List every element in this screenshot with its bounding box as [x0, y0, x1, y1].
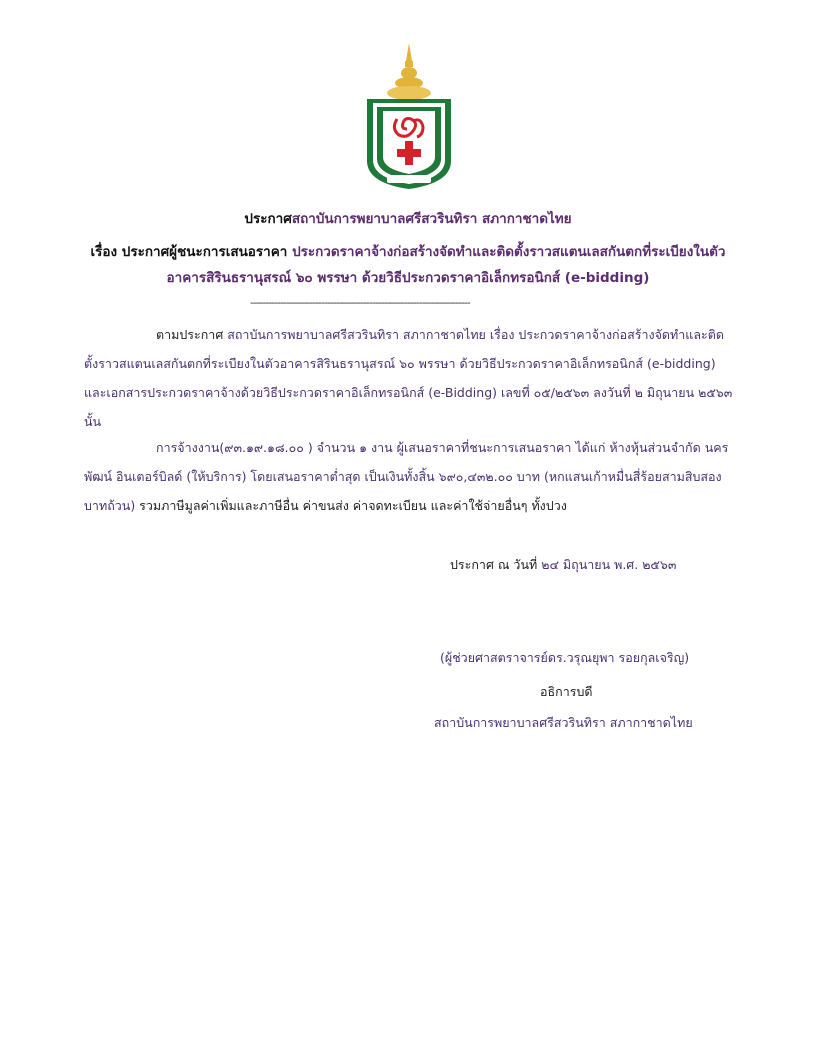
body-paragraph-2: [84, 433, 734, 520]
signatory-organization: สถาบันการพยาบาลศรีสวรินทิรา สภากาชาดไทย: [434, 715, 693, 730]
para2-tax-note: รวมภาษีมูลค่าเพิ่มและภาษีอื่น ค่าขนส่ง ค่าจดทะเบียน และค่าใช้จ่ายอื่นๆ ทั้งปวง: [135, 498, 567, 513]
para1-lead: ตามประกาศ: [156, 327, 224, 342]
heading-prefix: ประกาศ: [244, 211, 292, 227]
subject-title-continued: อาคารสิรินธรานุสรณ์ ๖๐ พรรษา ด้วยวิธีประกวดราคาอิเล็กทรอนิกส์ (e-bidding): [166, 270, 650, 286]
subject-title: ประกวดราคาจ้างก่อสร้างจัดทำและติดตั้งราวสแตนเลสกันตกที่ระเบียงในตัว: [292, 244, 726, 260]
date-value: ๒๔ มิถุนายน พ.ศ. ๒๕๖๓: [537, 557, 677, 572]
heading-organization: สถาบันการพยาบาลศรีสวรินทิรา สภากาชาดไทย: [291, 211, 572, 227]
subject-prefix: เรื่อง ประกาศผู้ชนะการเสนอราคา: [90, 244, 288, 260]
para1-text: สถาบันการพยาบาลศรีสวรินทิรา สภากาชาดไทย เรื่อง ประกวดราคาจ้างก่อสร้างจัดทำและติดตั้งราวสแตนเลสกันตกที่ระเบียงในตัวอาคารสิรินธรานุสรณ์ ๖๐ พรรษา ด้วยวิธีประกวดราคาอิเล็กทรอนิกส์ (e-bidding) และเอกสารประกวดราคาจ้างด้วยวิธีประกวดราคาอิเล็กทรอนิกส์ (e-Bidding) เลขที่ ๐๕/๒๕๖๓ ลงวันที่ ๒ มิถุนายน ๒๕๖๓ นั้น: [84, 327, 733, 429]
heading-divider: --------------------------------------------------------------------------: [250, 296, 470, 309]
announcement-heading-line1: [60, 206, 756, 232]
institution-seal-logo: [361, 43, 457, 191]
para2-job: การจ้างงาน(๙๓.๑๙.๑๘.๐๐ ) จำนวน ๑ งาน: [156, 440, 393, 455]
signatory-name: (ผู้ช่วยศาสตราจารย์ดร.วรุณยุพา รอยกุลเจริญ): [440, 650, 690, 665]
para2-winner: ผู้เสนอราคาที่ชนะการเสนอราคา ได้แก่ ห้างหุ้นส่วนจำกัด นครพัฒน์ อินเตอร์บิลด์ (ให้บริการ) โดยเสนอราคาต่ำสุด เป็นเงินทั้งสิ้น ๖๙๐,๔๓๒.๐๐ บาท (หกแสนเก้าหมื่นสี่ร้อยสามสิบสองบาทถ้วน): [84, 440, 729, 513]
announcement-date: [450, 555, 676, 575]
announcement-subject: [60, 239, 756, 291]
signatory-position: อธิการบดี: [540, 684, 593, 699]
date-prefix: ประกาศ ณ วันที่: [450, 557, 538, 572]
body-paragraph-1: [84, 320, 734, 436]
